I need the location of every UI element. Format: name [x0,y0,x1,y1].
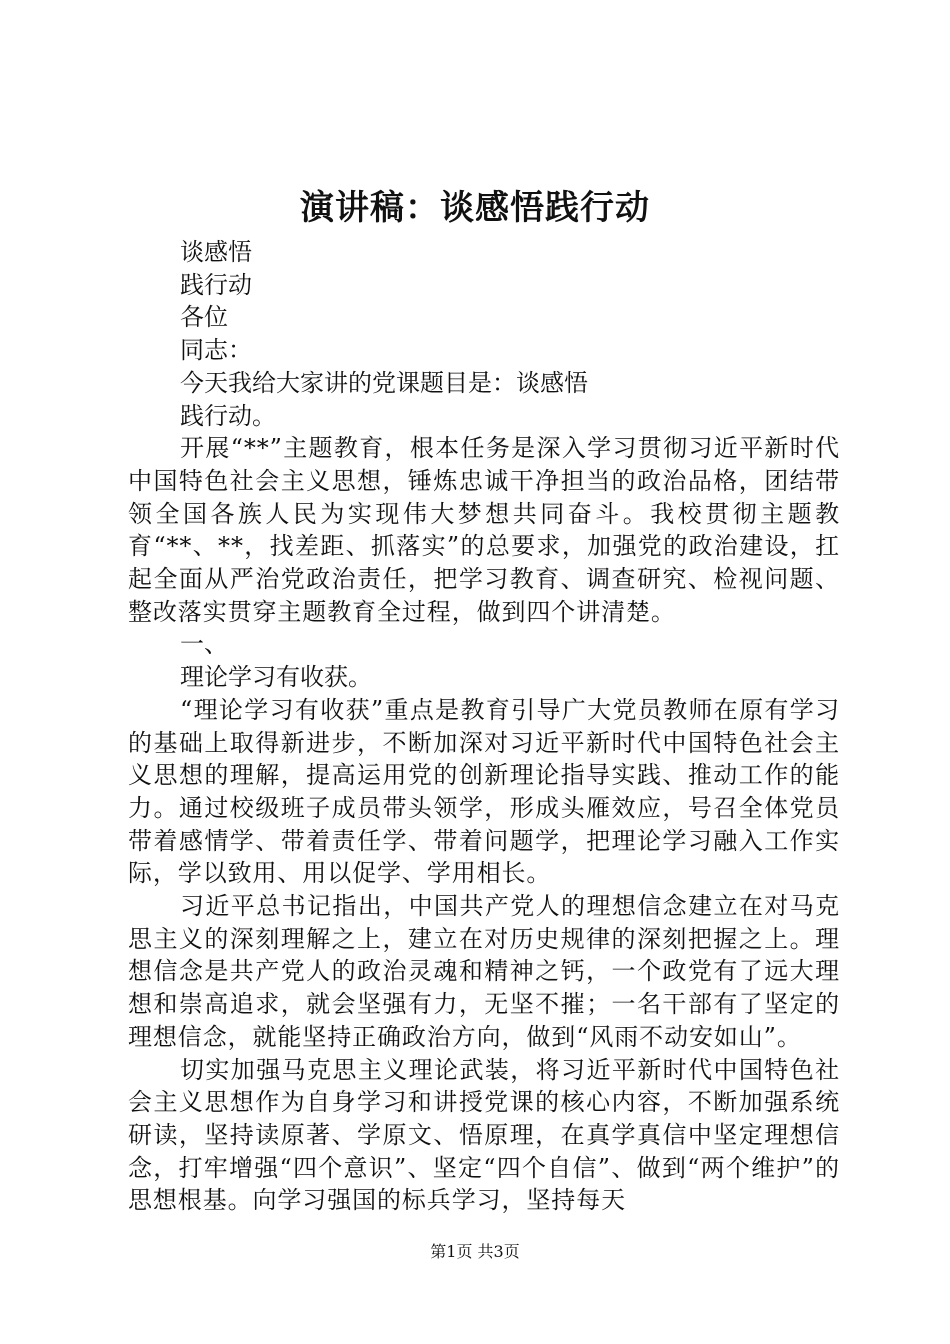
page-footer: 第1页 共3页 [430,1242,520,1261]
page-title: 演讲稿：谈感悟践行动 [300,188,650,228]
opening-line: 同志： [180,336,252,365]
section-paragraph: “理论学习有收获”重点是教育引导广大党员教师在原有学习的基础上取得新进步，不断加深对习近平新时代中国特色社会主义思想的理解，提高运用党的创新理论指导实践、推动工作的能力。通过校级班子成员带头领学，形成头雁效应，号召全体党员带着感情学、带着责任学、带着问题学，把理论学习融入工作实际，学以致用、用以促学、学用相长。 [128,695,840,888]
opening-line: 谈感悟 [180,238,252,266]
body-paragraph: 开展“**”主题教育，根本任务是深入学习贯彻习近平新时代中国特色社会主义思想，锤炼忠诚干净担当的政治品格，团结带领全国各族人民为实现伟大梦想共同奋斗。我校贯彻主题教育“**、**，找差距、抓落实”的总要求，加强党的政治建设，扛起全面从严治党政治责任，把学习教育、调查研究、检视问题、整改落实贯穿主题教育全过程，做到四个讲清楚。 [128,434,840,626]
opening-line: 践行动 [180,270,252,299]
section-heading: 理论学习有收获。 [180,663,372,692]
opening-line: 践行动。 [180,401,276,430]
document-body [128,236,840,1217]
section-number: 一、 [180,630,228,659]
opening-line: 各位 [180,303,228,332]
section-paragraph: 习近平总书记指出，中国共产党人的理想信念建立在对马克思主义的深刻理解之上，建立在对历史规律的深刻把握之上。理想信念是共产党人的政治灵魂和精神之钙，一个政党有了远大理想和崇高追求，就会坚强有力，无坚不摧；一名干部有了坚定的理想信念，就能坚持正确政治方向，做到“风雨不动安如山”。 [128,892,840,1051]
opening-line: 今天我给大家讲的党课题目是：谈感悟 [180,368,588,397]
section-paragraph: 切实加强马克思主义理论武装，将习近平新时代中国特色社会主义思想作为自身学习和讲授党课的核心内容，不断加强系统研读，坚持读原著、学原文、悟原理，在真学真信中坚定理想信念，打牢增强“四个意识”、坚定“四个自信”、做到“两个维护”的思想根基。向学习强国的标兵学习，坚持每天 [128,1055,840,1215]
